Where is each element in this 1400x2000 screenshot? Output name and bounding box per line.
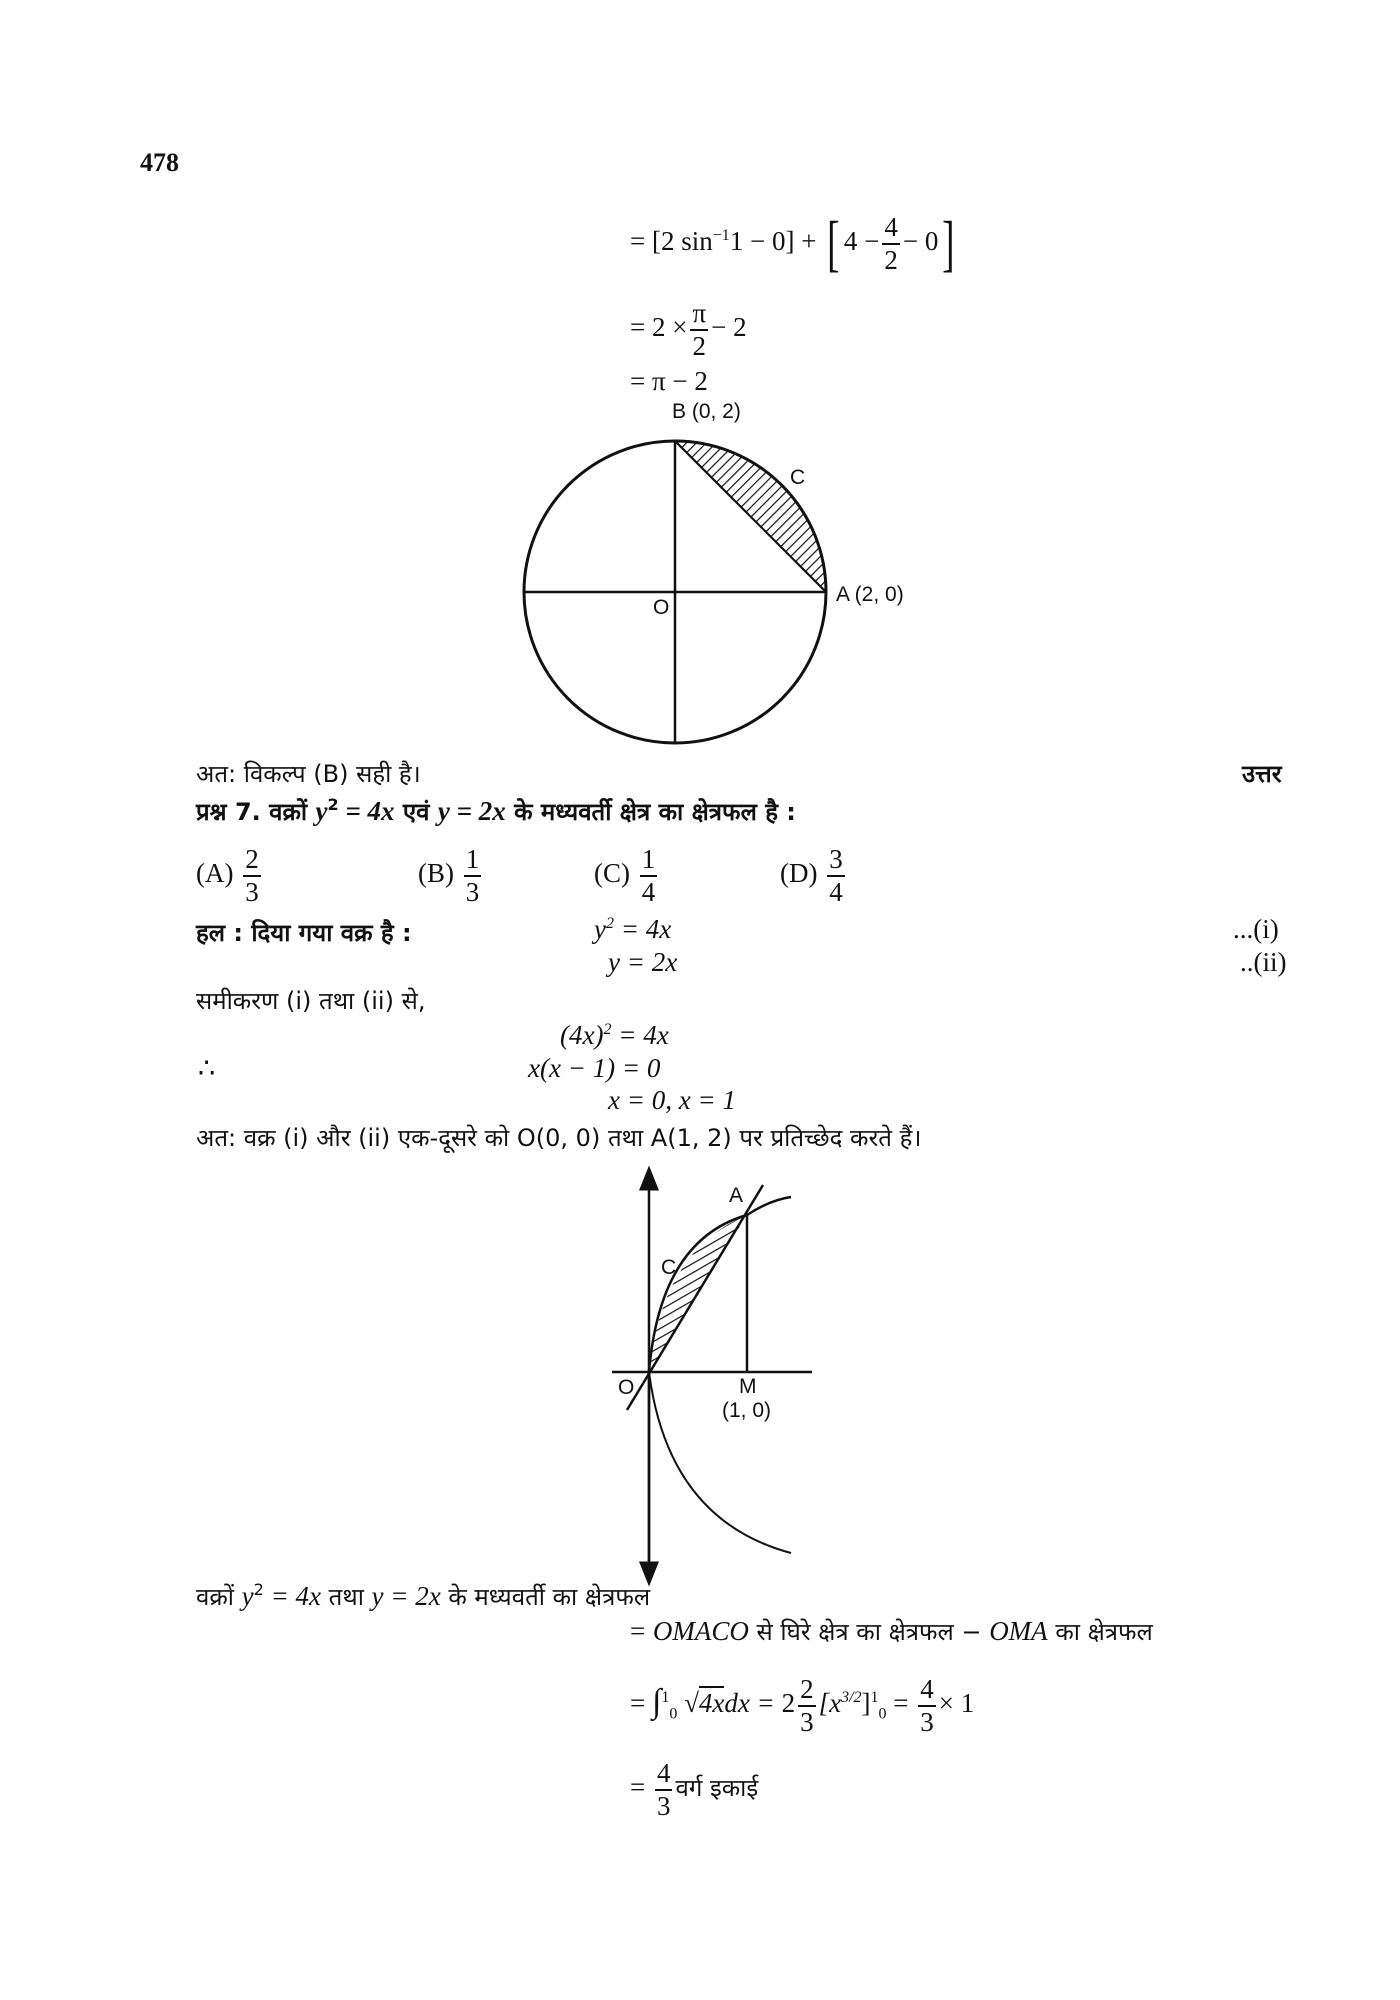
conjunction: एवं [402, 798, 430, 826]
radicand: 4x [698, 1688, 725, 1719]
step1-rhs: = 4x [611, 1020, 669, 1050]
option-a[interactable] [196, 846, 264, 906]
area-heading [196, 1580, 650, 1613]
equation-ref-ii: ..(ii) [1240, 947, 1287, 977]
option-label: (C) [594, 858, 630, 889]
curve-1 [594, 916, 671, 943]
heading-eq1: y [241, 1581, 254, 1611]
fraction [827, 846, 845, 906]
heading-pre: वक्रों [196, 1583, 234, 1611]
lower-limit: 0 [878, 1705, 887, 1723]
numerator: 1 [464, 846, 482, 877]
eq1-rhs: = 4x [338, 796, 395, 826]
equals-sign: = [630, 1688, 646, 1719]
label-C: C [661, 1256, 677, 1279]
label-O: O [653, 596, 670, 619]
numerator: 1 [640, 846, 658, 877]
equals-sign: = [630, 226, 646, 257]
question-suffix: के मध्यवर्ती क्षेत्र का क्षेत्रफल है : [514, 798, 796, 826]
therefore-symbol: ∴ [198, 1053, 216, 1083]
numerator: 2 [798, 1676, 816, 1707]
superscript: −1 [712, 227, 730, 245]
answer-tag: उत्तर [1242, 760, 1282, 788]
denominator: 4 [829, 877, 843, 907]
numerator: 3 [827, 846, 845, 877]
bracket-expr: [x [818, 1688, 842, 1719]
label-M-coord: (1, 0) [722, 1399, 772, 1422]
region-omaco: OMACO [652, 1616, 749, 1646]
step-1 [560, 1022, 669, 1049]
upper-limit: 1 [870, 1689, 879, 1707]
expr-pre: 2 × [651, 312, 688, 343]
denominator: 3 [920, 1707, 934, 1737]
bracket-close: ] [861, 1688, 871, 1719]
denominator: 2 [692, 331, 707, 361]
numerator: 4 [882, 214, 900, 245]
equals-sign: = [630, 366, 646, 396]
numerator: 4 [655, 1760, 673, 1791]
fraction [464, 846, 482, 906]
option-label: (B) [418, 858, 454, 889]
step1-lhs: (4x) [560, 1020, 604, 1050]
equals-sign: = [630, 1616, 646, 1646]
option-label: (D) [780, 858, 818, 889]
step-3: x = 0, x = 1 [608, 1085, 736, 1115]
region-oma: OMA [989, 1616, 1048, 1646]
heading-mid: तथा [328, 1583, 364, 1611]
eq2: y = 2x [437, 796, 506, 826]
heading-eq2: y = 2x [371, 1581, 441, 1611]
fraction [243, 846, 261, 906]
denominator: 3 [656, 1791, 671, 1821]
option-b[interactable] [418, 846, 484, 906]
parabola-diagram [612, 1178, 812, 1577]
label-M: M [739, 1375, 757, 1398]
fraction [918, 1676, 936, 1736]
superscript: 2 [605, 915, 614, 932]
label-A: A (2, 0) [836, 583, 904, 606]
circle-diagram [524, 441, 826, 743]
numerator: 2 [243, 846, 261, 877]
curve1-lhs: y [594, 914, 606, 944]
equals-sign: = [893, 1688, 909, 1719]
superscript: 2 [603, 1021, 612, 1038]
page-number: 478 [140, 148, 179, 177]
option-label: (A) [196, 858, 234, 889]
option-c[interactable] [594, 846, 660, 906]
fraction [798, 1676, 816, 1736]
curve1-rhs: = 4x [613, 914, 672, 944]
unit-text: वर्ग इकाई [675, 1774, 759, 1803]
curve-2: y = 2x [608, 947, 678, 977]
heading-post: के मध्यवर्ती का क्षेत्रफल [448, 1583, 651, 1611]
left-bracket: [ [827, 210, 840, 278]
expr-post: − 2 [711, 312, 747, 343]
step-2: x(x − 1) = 0 [528, 1053, 661, 1083]
upper-limit: 1 [661, 1689, 670, 1707]
area-text-end: का क्षेत्रफल [1055, 1618, 1153, 1646]
equals-sign: = [630, 1772, 646, 1803]
conclusion-text: अत: विकल्प (B) सही है। [196, 760, 421, 788]
denominator: 3 [465, 877, 480, 907]
option-d[interactable] [780, 846, 848, 906]
times-one: × 1 [938, 1688, 975, 1719]
superscript: 2 [327, 795, 339, 814]
parabola-curve [649, 1197, 791, 1372]
area-line-2 [630, 1676, 974, 1736]
expr-tail: − 0 [902, 226, 939, 257]
equals-sign: = [630, 312, 646, 343]
superscript: 2 [253, 1580, 264, 1599]
solution-intro: हल : दिया गया वक्र है : [196, 919, 412, 947]
fraction [655, 1760, 673, 1820]
label-C: C [790, 466, 806, 489]
question-prefix: प्रश्न 7. वक्रों [196, 798, 308, 826]
intersection-statement: अत: वक्र (i) और (ii) एक-दूसरे को O(0, 0) तथा A(1, 2) पर प्रतिच्छेद करते हैं। [196, 1124, 922, 1152]
expr-result: π − 2 [651, 366, 708, 396]
exponent: 3/2 [841, 1689, 862, 1707]
denominator: 4 [641, 877, 656, 907]
area-text: से घिरे क्षेत्र का क्षेत्रफल − [756, 1618, 982, 1646]
sqrt-sign: √ [684, 1688, 699, 1719]
denominator: 3 [800, 1707, 814, 1737]
question-7 [196, 795, 796, 828]
denominator: 2 [884, 245, 898, 275]
coefficient: 2 [781, 1688, 796, 1719]
label-A: A [729, 1184, 744, 1207]
area-line-1 [630, 1615, 1153, 1648]
numerator: π [690, 300, 708, 331]
label-O: O [618, 1376, 635, 1399]
expr-sin-part: [2 sin [651, 226, 713, 257]
integral-sign: ∫ [651, 1683, 662, 1721]
expr-sin-rest: 1 − 0] + [729, 226, 817, 257]
denominator: 3 [245, 877, 259, 907]
label-B: B (0, 2) [672, 400, 741, 423]
expr-four: 4 − [843, 226, 880, 257]
numerator: 4 [918, 1676, 936, 1707]
from-equations: समीकरण (i) तथा (ii) से, [196, 987, 426, 1015]
right-bracket: ] [942, 210, 955, 278]
equation-ref-i: ...(i) [1233, 914, 1279, 944]
area-line-3 [630, 1760, 758, 1820]
eq1-lhs: y [315, 796, 328, 826]
heading-eq1-rhs: = 4x [263, 1581, 322, 1611]
fraction [640, 846, 658, 906]
dx: dx = [724, 1688, 775, 1719]
lower-limit: 0 [669, 1705, 678, 1723]
